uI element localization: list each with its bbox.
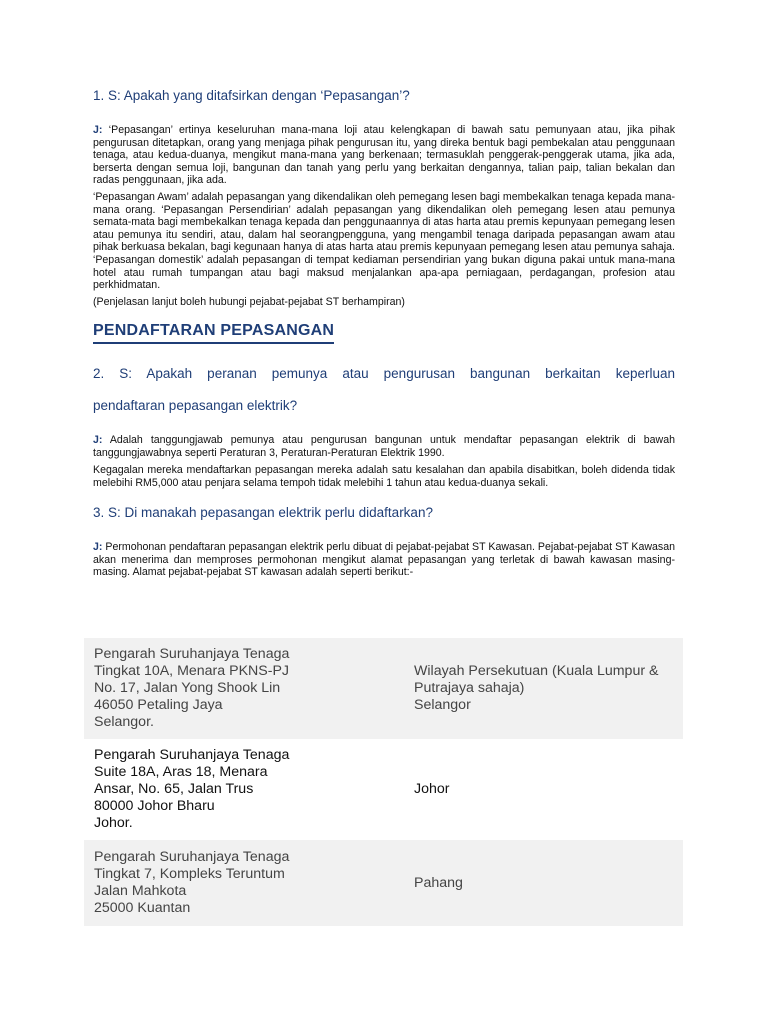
office-address [84,840,404,926]
answer-2-paragraph-2: Kegagalan mereka mendaftarkan pepasangan mereka adalah satu kesalahan dan apabila disabitkan, boleh didenda tidak melebihi RM5,000 atau penjara selama tempoh tidak melebihi 1 tahun atau kedua-duanya sekali. [93,464,675,489]
office-address [84,638,404,739]
answer-1-paragraph-2: ‘Pepasangan Awam’ adalah pepasangan yang dikendalikan oleh pemegang lesen bagi membekalkan tenaga kepada mana-mana orang. ‘Pepasangan Persendirian’ adalah pepasangan yang dikendalikan oleh pemegang lesen atau pemunya semata-mata bagi membekalkan tenaga kepada dan penggunaannya di atas harta atau premis kepunyaan pemegang lesen atau pemunya itu sendiri, atau, dalam hal seorangpengguna, yang mengambil tenaga daripada pepasangan awam atau pihak berkuasa bekalan, bagi kegunaan hanya di atas harta atau premis kepunyaan pemegang lesen atau pemunya sahaja. ‘Pepasangan domestik’ adalah pepasangan di tempat kediaman persendirian yang bukan diguna pakai untuk mana-mana hotel atau rumah tumpangan atau bagi maksud menjalankan apa-apa perniagaan, perdagangan, profesion atau perkhidmatan. [93,191,675,292]
answer-label: J: [93,541,103,553]
address-line: Pengarah Suruhanjaya Tenaga [94,747,290,763]
region-line: Selangor [414,697,471,713]
answer-1-paragraph-3: (Penjelasan lanjut boleh hubungi pejabat-pejabat ST berhampiran) [93,296,405,308]
address-line: Ansar, No. 65, Jalan Trus [94,781,254,797]
address-line: 80000 Johor Bharu [94,798,215,814]
address-line: Tingkat 7, Kompleks Teruntum [94,866,285,882]
region-line: Wilayah Persekutuan (Kuala Lumpur & [414,663,659,679]
address-line: Johor. [94,815,133,831]
answer-2-paragraph-1 [93,434,675,459]
answer-label: J: [93,124,103,136]
table-row [84,739,683,840]
answer-label: J: [93,434,103,446]
table-row [84,840,683,926]
office-address [84,739,404,840]
address-line: 25000 Kuantan [94,900,191,916]
address-line: No. 17, Jalan Yong Shook Lin [94,680,281,696]
region-line: Pahang [414,874,463,891]
region-line: Putrajaya sahaja) [414,680,525,696]
question-2-line-2: pendaftaran pepasangan elektrik? [93,398,298,413]
address-line: Selangor. [94,714,154,730]
question-2-line-1: 2. S: Apakah peranan pemunya atau pengurusan bangunan berkaitan keperluan [93,366,675,381]
address-line: Jalan Mahkota [94,883,187,899]
section-title: PENDAFTARAN PEPASANGAN [93,322,334,344]
office-region [404,638,683,739]
region-line: Johor [414,781,450,797]
answer-1-text: ‘Pepasangan’ ertinya keseluruhan mana-mana loji atau kelengkapan di bawah satu pemunyaan atau, jika pihak pengurusan ditetapkan, orang yang menjaga pihak pengurusan itu, yang direka bentuk bagi pembekalan atau penggunaan tenaga, atau kedua-duanya, mengikut mana-mana yang berkenaan; termasuklah penggerak-penggerak utama, jika ada, berserta dengan semua loji, bangunan dan tanah yang perlu yang berkaitan dengannya, talian paip, talian bekalan dan radas penggunaan, jika ada. [93,124,675,187]
address-line: Tingkat 10A, Menara PKNS-PJ [94,663,290,679]
address-line: Pengarah Suruhanjaya Tenaga [94,646,290,662]
answer-1-paragraph-1 [93,124,675,187]
question-1: 1. S: Apakah yang ditafsirkan dengan ‘Pepasangan’? [93,88,410,103]
office-region [404,840,683,926]
office-address-table [84,638,683,926]
table-row [84,638,683,739]
answer-3-text: Permohonan pendaftaran pepasangan elektrik perlu dibuat di pejabat-pejabat ST Kawasan. Pejabat-pejabat ST Kawasan akan menerima dan memproses permohonan mengikut alamat pepasangan yang terletak di bawah kawasan masing-masing. Alamat pejabat-pejabat ST kawasan adalah seperti berikut:- [93,541,675,579]
question-3: 3. S: Di manakah pepasangan elektrik perlu didaftarkan? [93,505,433,520]
office-region [404,739,683,840]
answer-3-paragraph-1 [93,541,675,579]
address-line: 46050 Petaling Jaya [94,697,223,713]
answer-2-text: Adalah tanggungjawab pemunya atau pengurusan bangunan untuk mendaftar pepasangan elektrik di bawah tanggungjawabnya seperti Peraturan 3, Peraturan-Peraturan Elektrik 1990. [93,434,675,459]
address-line: Pengarah Suruhanjaya Tenaga [94,849,290,865]
address-line: Suite 18A, Aras 18, Menara [94,764,268,780]
